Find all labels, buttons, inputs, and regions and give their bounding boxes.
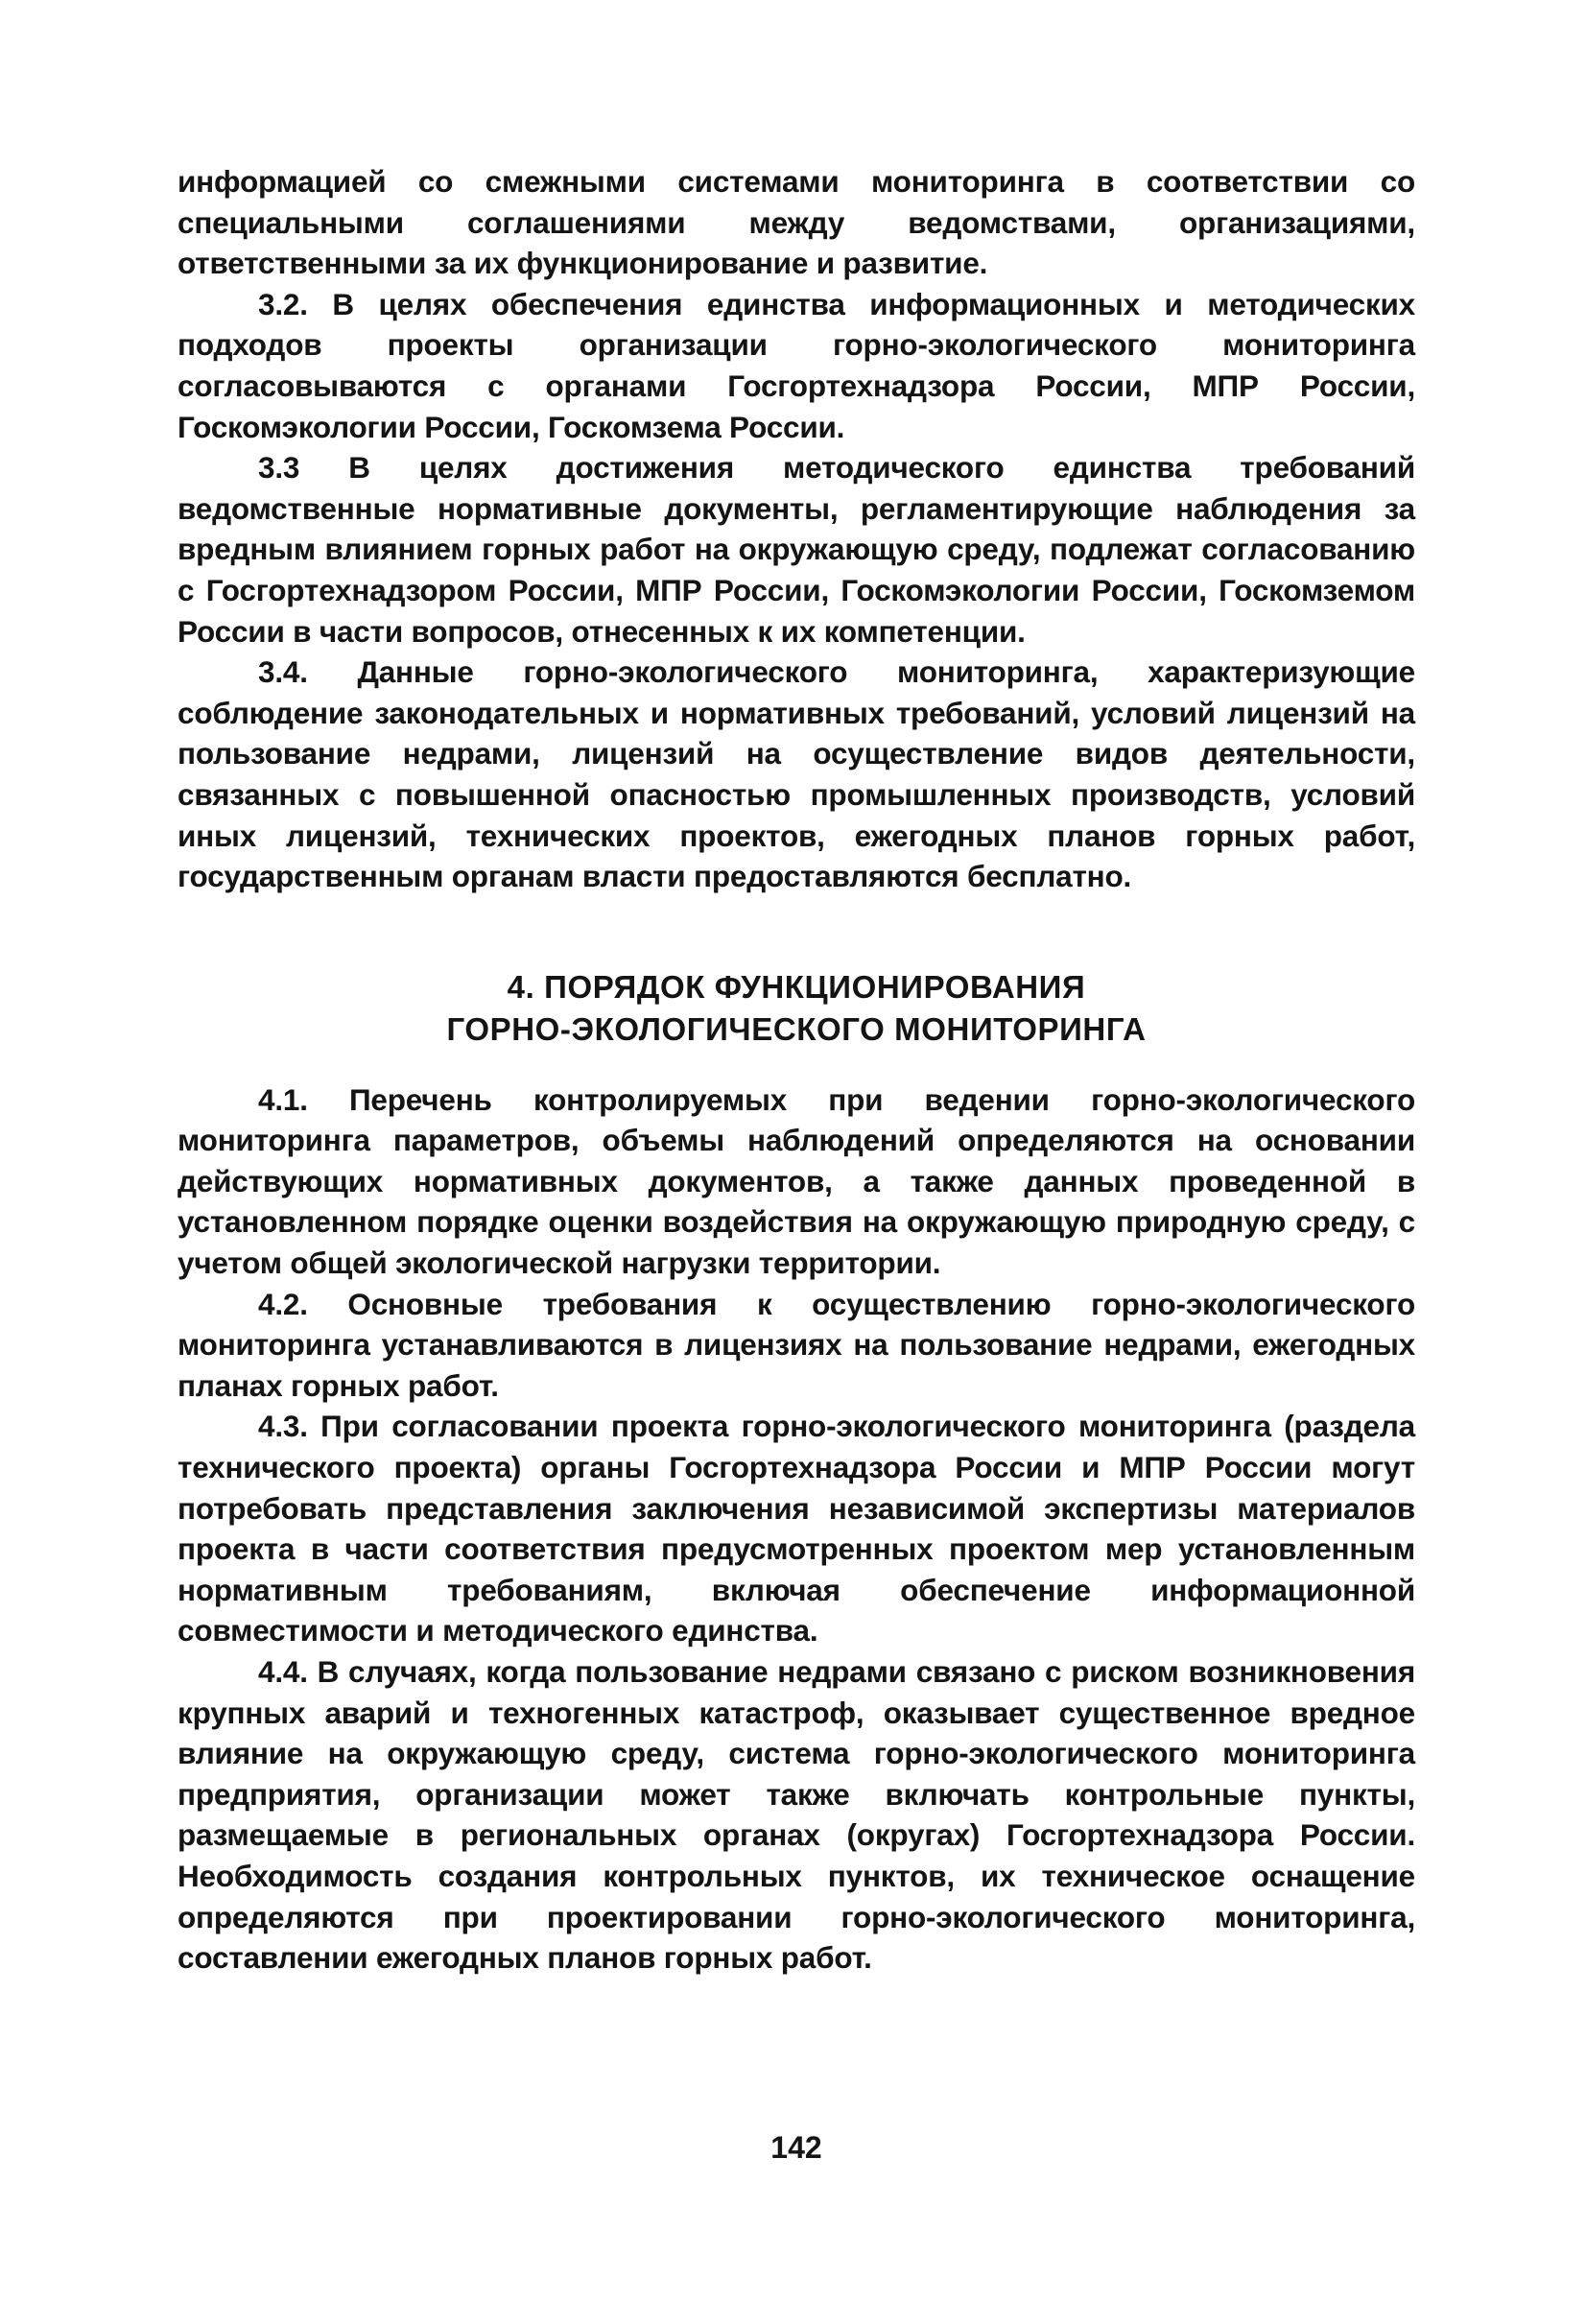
section-4-heading [178,966,1415,1051]
paragraph-3-continuation: информацией со смежными системами мониторинга в соответствии со специальными соглашениями между ведомствами, организациями, ответственными за их функционирование и развитие. [178,164,1415,281]
paragraph-4-3: 4.3. При согласовании проекта горно-экологического мониторинга (раздела технического проекта) органы Госгортехнадзора России и МПР России могут потребовать представления заключения независимой экспертизы материалов проекта в части соответствия предусмотренных проектом мер установленным нормативным требованиям, включая обеспечение информационной совместимости и методического единства. [178,1409,1415,1648]
paragraph-3-3: 3.3 В целях достижения методического единства требований ведомственные нормативные документы, регламентирующие наблюдения за вредным влиянием горных работ на окружающую среду, подлежат согласованию с Госгортехнадзором России, МПР России, Госкомэкологии России, Госкомземом России в части вопросов, отнесенных к их компетенции. [178,450,1415,649]
page-number: 142 [770,2130,822,2165]
section-4-heading-line-1: 4. ПОРЯДОК ФУНКЦИОНИРОВАНИЯ [507,968,1086,1005]
section-4-heading-line-2: ГОРНО-ЭКОЛОГИЧЕСКОГО МОНИТОРИНГА [446,1010,1147,1047]
paragraph-4-1: 4.1. Перечень контролируемых при ведении горно-экологического мониторинга параметров, объемы наблюдений определяются на основании действующих нормативных документов, а также данных проведенной в установленном порядке оценки воздействия на окружающую природную среду, с учетом общей экологической нагрузки территории. [178,1081,1415,1281]
paragraph-3-2: 3.2. В целях обеспечения единства информационных и методических подходов проекты организации горно-экологического мониторинга согласовываются с органами Госгортехнадзора России, МПР России, Госкомэкологии России, Госкомзема России. [178,286,1415,444]
paragraph-3-4: 3.4. Данные горно-экологического мониторинга, характеризующие соблюдение законодательных и нормативных требований, условий лицензий на пользование недрами, лицензий на осуществление видов деятельности, связанных с повышенной опасностью промышленных производств, условий иных лицензий, технических проектов, ежегодных планов горных работ, государственным органам власти предоставляются бесплатно. [178,654,1415,894]
paragraph-4-4: 4.4. В случаях, когда пользование недрами связано с риском возникновения крупных аварий и техногенных катастроф, оказывает существенное вредное влияние на окружающую среду, система горно-экологического мониторинга предприятия, организации может также включать контрольные пункты, размещаемые в региональных органах (округах) Госгортехнадзора России. Необходимость создания контрольных пунктов, их техническое оснащение определяются при проектировании горно-экологического мониторинга, составлении ежегодных планов горных работ. [178,1654,1415,1976]
paragraph-4-2: 4.2. Основные требования к осуществлению горно-экологического мониторинга устанавливаются в лицензиях на пользование недрами, ежегодных планах горных работ. [178,1286,1415,1403]
document-page [178,161,1415,2234]
